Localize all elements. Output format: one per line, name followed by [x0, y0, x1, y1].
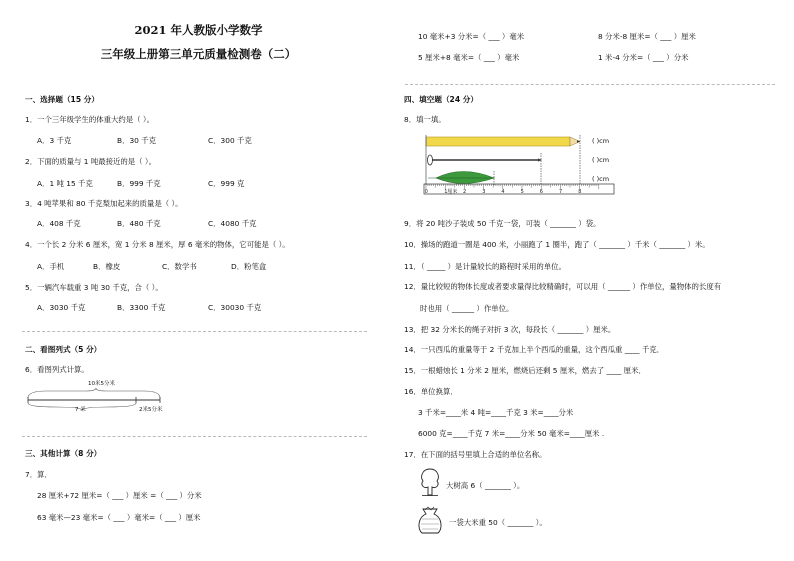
q2-option-a: A．1 吨 15 千克 — [37, 179, 93, 188]
page-title-line1: 2021 年人教版小学数学 — [134, 23, 263, 37]
nail-icon — [428, 155, 433, 165]
section-divider — [22, 331, 367, 332]
q4-option-b: B．橡皮 — [93, 262, 121, 271]
ruler-tick-label: 8 — [578, 189, 582, 195]
question-14: 14．一只西瓜的重量等于 2 千克加上半个西瓜的重量，这个西瓜重 ____ 千克． — [404, 345, 665, 354]
question-13: 13．把 32 分米长的绳子对折 3 次，每段长（ _______ ）厘米。 — [404, 325, 616, 334]
q1-option-c: C．300 千克 — [208, 136, 252, 145]
question-5: 5．一辆汽车载重 3 吨 30 千克，合（ ）。 — [25, 283, 163, 292]
q3-option-b: B．480 千克 — [117, 219, 161, 228]
section-heading-choice: 一、选择题（15 分） — [25, 95, 99, 104]
diagram-label-total: 10米5分米 — [88, 381, 115, 387]
question-10: 10．操场的跑道一圈是 400 米，小丽跑了 1 圈半，跑了（ _______ ）千米（ _______ ）米。 — [404, 240, 710, 249]
ruler-tick-label: 5 — [520, 189, 524, 195]
q3-option-a: A．408 千克 — [37, 219, 81, 228]
q5-option-a: A．3030 千克 — [37, 303, 86, 312]
pencil-length-blank[interactable]: ( )cm — [592, 137, 610, 145]
section-heading-fill: 四、填空题（24 分） — [404, 95, 478, 104]
question-3: 3．4 吨苹果和 80 千克梨加起来的质量是（ ）。 — [25, 199, 183, 208]
q4-option-a: A．手机 — [37, 262, 65, 271]
ruler-tick-label: 1厘米 — [444, 189, 458, 195]
question-17: 17．在下面的括号里填上合适的单位名称。 — [404, 450, 547, 459]
q5-option-b: B．3300 千克 — [117, 303, 166, 312]
question-16: 16．单位换算． — [404, 387, 458, 396]
conversion-line-1: 3 千米=____米 4 吨=____千克 3 米=____分米 — [418, 408, 574, 417]
ruler-tick-label: 3 — [482, 189, 486, 195]
question-2: 2．下面的质量与 1 吨最接近的是（ ）。 — [25, 157, 157, 166]
ruler-tick-label: 0 — [424, 189, 428, 195]
leaf-icon — [436, 172, 494, 184]
q4-option-c: C．数学书 — [162, 262, 197, 271]
diagram-label-part1: 7 米 — [75, 407, 86, 413]
conversion-line-2: 6000 克=____千克 7 米=____分米 50 毫米=____厘米 . — [418, 429, 605, 438]
question-12-line2: 时也用（ ______ ）作单位。 — [420, 304, 514, 313]
question-7: 7．算． — [25, 470, 52, 479]
ruler-tick-label: 7 — [559, 189, 563, 195]
section-heading-picture: 二、看图列式（5 分） — [25, 345, 102, 354]
ruler-tick-label: 2 — [463, 189, 467, 195]
calc-line-2: 63 毫米—23 毫米=（ ___ ）毫米=（ ___ ）厘米 — [37, 513, 201, 522]
q1-option-a: A．3 千克 — [37, 136, 72, 145]
question-11: 11．（ _____ ）是计量较长的路程时采用的单位。 — [404, 262, 566, 271]
calc-line-1: 28 厘米+72 厘米=（ ___ ）厘米 =（ ___ ）分米 — [37, 491, 202, 500]
q5-option-c: C．30030 千克 — [208, 303, 262, 312]
q4-option-d: D．粉笔盒 — [231, 262, 267, 271]
calc-line-3: 10 毫米+3 分米=（ ___ ）毫米 — [418, 32, 525, 41]
q1-option-b: B．30 千克 — [117, 136, 156, 145]
question-12-line1: 12．量比较短的物体长度或者要求量得比较精确时，可以用（ ______ ）作单位，量物体的长度有 — [404, 282, 722, 291]
question-1: 1．一个三年级学生的体重大约是（ ）。 — [25, 115, 154, 124]
q3-option-c: C．4080 千克 — [208, 219, 257, 228]
question-15: 15．一根蜡烛长 1 分米 2 厘米，燃烧后还剩 5 厘米，燃去了 ____ 厘米． — [404, 366, 646, 375]
diagram-label-part2: 2米5分米 — [139, 407, 163, 413]
section-divider — [405, 84, 775, 85]
calc-line-5: 5 厘米+8 毫米=（ ___ ）毫米 — [418, 53, 520, 62]
page-title-line2: 三年级上册第三单元质量检测卷（二） — [100, 47, 297, 61]
leaf-length-blank[interactable]: ( )cm — [592, 175, 610, 183]
q2-option-c: C．999 克 — [208, 179, 245, 188]
question-17-a: 大树高 6（ _______ ）。 — [446, 481, 525, 490]
question-17-b: 一袋大米重 50（ _______ ）。 — [449, 518, 547, 527]
nail-length-blank[interactable]: ( )cm — [592, 156, 610, 164]
question-6: 6．看图列式计算。 — [25, 365, 89, 374]
calc-line-4: 8 分米-8 厘米=（ ___ ）厘米 — [598, 32, 696, 41]
ruler-tick-label: 4 — [501, 189, 505, 195]
question-9: 9．将 20 吨沙子装成 50 千克一袋，可装（ _______ ）袋。 — [404, 219, 601, 228]
rice-bag-icon — [416, 505, 444, 535]
calc-line-6: 1 米-4 分米=（ ___ ）分米 — [598, 53, 689, 62]
ruler-tick-label: 6 — [539, 189, 543, 195]
question-4: 4．一个长 2 分米 6 厘米，宽 1 分米 8 厘米，厚 6 毫米的物体，它可能是（ ）。 — [25, 240, 290, 249]
section-divider — [22, 436, 367, 437]
question-8: 8．填一填。 — [404, 115, 446, 124]
q2-option-b: B．999 千克 — [117, 179, 161, 188]
tree-icon — [418, 467, 442, 497]
section-heading-calc: 三、其他计算（8 分） — [25, 449, 102, 458]
pencil-icon — [426, 137, 570, 146]
